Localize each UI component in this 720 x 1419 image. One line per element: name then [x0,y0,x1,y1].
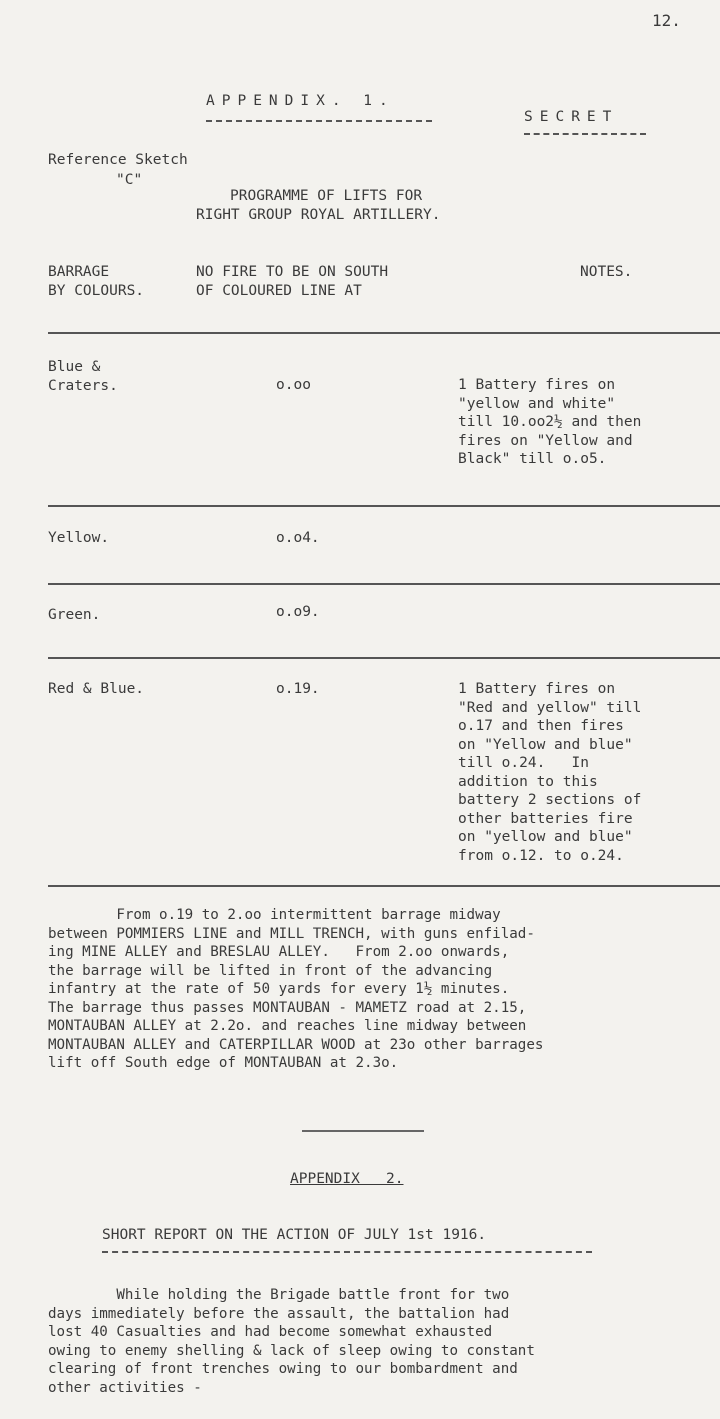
row-time: o.o4. [276,530,320,546]
column-header-no-fire: NO FIRE TO BE ON SOUTH [196,264,389,280]
row-time: o.19. [276,681,320,697]
row-time: o.oo [276,377,311,393]
programme-title-line-2: RIGHT GROUP ROYAL ARTILLERY. [196,207,441,223]
barrage-paragraph: From o.19 to 2.oo intermittent barrage midway between POMMIERS LINE and MILL TRENCH, with guns enfilad- ing MINE ALLEY and BRESLAU ALLEY. From 2.oo onwards, the barrage will be lifted in front of the advancing infantry at the rate of 50 yards for every 1½ minutes. The barrage thus passes MONTAUBAN - MAMETZ road at 2.15, MONTAUBAN ALLEY at 2.2o. and reaches line midway between MONTAUBAN ALLEY and CATERPILLAR WOOD at 23o other barrages lift off South edge of MONTAUBAN at 2.3o. [48,907,544,1071]
programme-title-line-1: PROGRAMME OF LIFTS FOR [230,188,423,204]
column-header-notes: NOTES. [580,264,633,280]
column-header-barrage-2: BY COLOURS. [48,283,145,299]
column-header-barrage: BARRAGE [48,264,110,280]
page-number: 12. [652,11,681,30]
table-rule [48,885,720,887]
heading-underline [206,120,432,122]
table-rule [48,657,720,659]
secret-label: SECRET [524,109,619,125]
table-rule [48,332,720,334]
row-notes: 1 Battery fires on "Red and yellow" till o.17 and then fires on "Yellow and blue" till o.24. In addition to this battery 2 sections of other batteries fire on "yellow and blue" from o.12. to o.24. [458,681,642,864]
report-title: SHORT REPORT ON THE ACTION OF JULY 1st 1916. [102,1227,487,1243]
appendix-1-heading: APPENDIX. 1. [206,93,395,109]
section-separator [302,1130,424,1132]
report-paragraph: While holding the Brigade battle front for two days immediately before the assault, the battalion had lost 40 Casualties and had become somewhat exhausted owing to enemy shelling & lack of sleep owing to constant clearing of front trenches owing to our bombardment and other activities - [48,1287,535,1396]
row-time: o.o9. [276,604,320,620]
column-header-no-fire-2: OF COLOURED LINE AT [196,283,362,299]
row-colour: Red & Blue. [48,681,145,697]
secret-underline [524,133,646,135]
appendix-2-heading: APPENDIX 2. [290,1171,404,1187]
reference-sketch-letter: "C" [116,172,143,188]
reference-sketch: Reference Sketch [48,152,188,168]
report-title-underline [102,1251,592,1253]
table-rule [48,505,720,507]
row-colour: Green. [48,607,101,623]
row-colour: Blue & Craters. [48,359,118,394]
row-notes: 1 Battery fires on "yellow and white" till 10.oo2½ and then fires on "Yellow and Black" till o.o5. [458,377,642,467]
row-colour: Yellow. [48,530,110,546]
table-rule [48,583,720,585]
